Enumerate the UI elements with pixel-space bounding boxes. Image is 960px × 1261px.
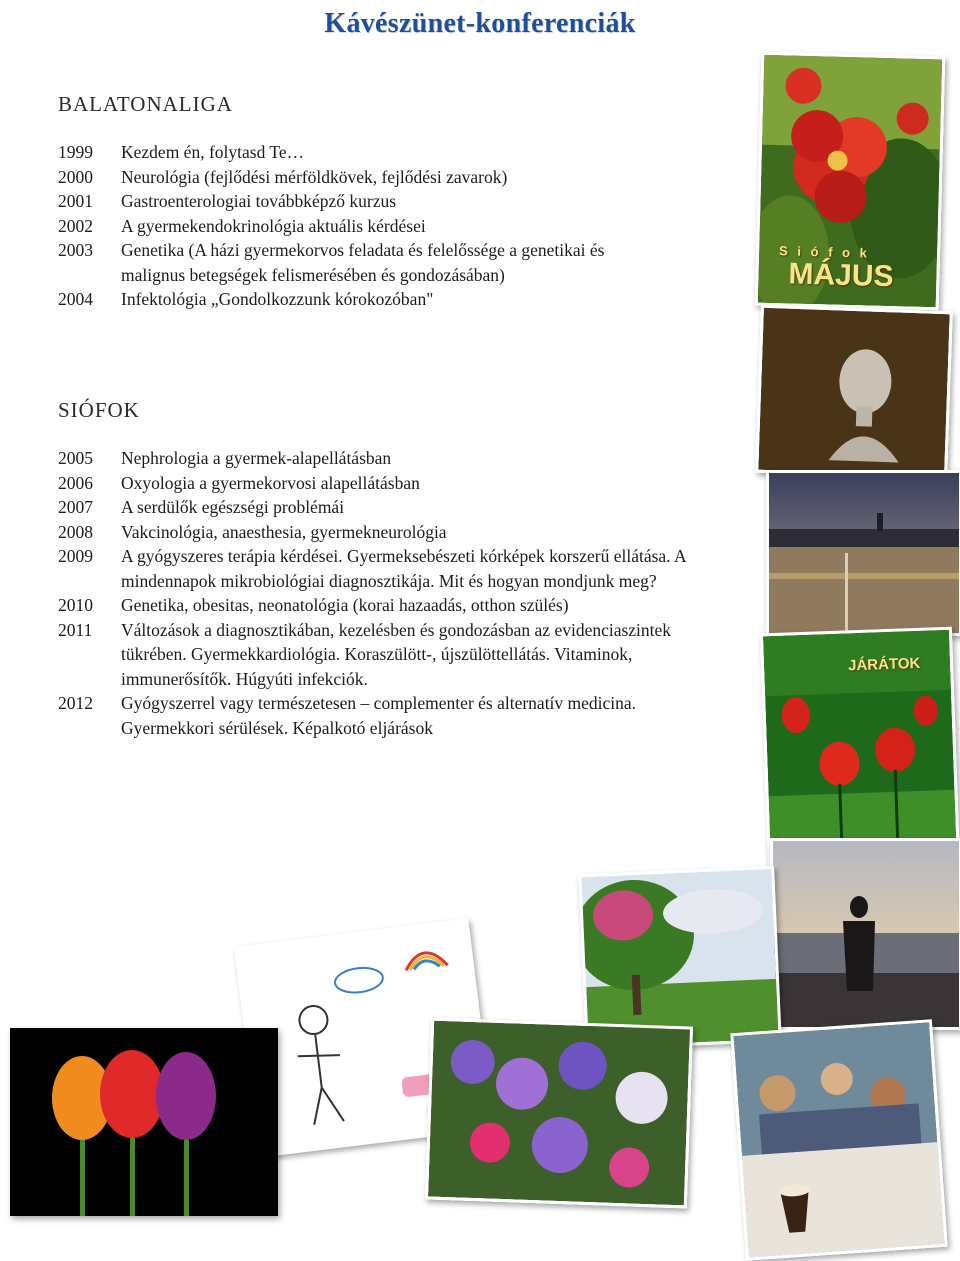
- lake-sunset-photo: [766, 470, 960, 636]
- lake-sunset-image: [769, 473, 959, 633]
- entry-2011: [58, 618, 723, 692]
- entry-year: 2011: [58, 619, 93, 640]
- statue-photo: [755, 305, 953, 480]
- entry-2002: [58, 214, 658, 239]
- entry-list-balatonaliga: [58, 140, 658, 312]
- entry-2001: [58, 189, 658, 214]
- silhouette-sunset-photo: [770, 838, 960, 1030]
- entry-2012: [58, 691, 723, 740]
- entry-2003: [58, 238, 658, 287]
- entry-text: Változások a diagnosztikában, kezelésben és gondozásban az evidenciaszintek tükrében. Gyermekkardiológia. Koraszülött-, újszülöttellátás. Vitaminok, immunerősítők. Húgyúti infekciók.: [121, 619, 672, 689]
- page-title: Kávészünet-konferenciák: [324, 8, 636, 39]
- entry-text: A gyógyszeres terápia kérdései. Gyermeksebészeti kórképek korszerű ellátása. A mindennapok mikrobiológiai diagnosztikája. Mit és hogyan mondjunk meg?: [121, 546, 686, 591]
- entry-2009: [58, 544, 723, 593]
- entry-text: A serdülők egészségi problémái: [121, 497, 345, 517]
- flower-poster-photo: [755, 52, 946, 311]
- entry-year: 2008: [58, 521, 93, 542]
- painting-coffee-photo: [730, 1019, 947, 1261]
- silhouette-image: [773, 841, 959, 1027]
- entry-text: Kezdem én, folytasd Te…: [121, 142, 305, 162]
- entry-year: 2001: [58, 191, 93, 211]
- entry-2010: [58, 593, 723, 618]
- flowers-image: [428, 1021, 690, 1206]
- entry-1999: [58, 140, 658, 165]
- entry-year: 2000: [58, 166, 93, 187]
- section-heading-siofok: SIÓFOK: [58, 398, 140, 422]
- entry-text: Genetika (A házi gyermekorvos feladata és felelőssége a genetikai és malignus betegségek felismerésében és gondozásában): [121, 240, 605, 285]
- entry-year: 2006: [58, 472, 93, 493]
- section-heading-balatonaliga: BALATONALIGA: [58, 92, 233, 116]
- flower-basket-photo: [425, 1017, 693, 1208]
- entry-2000: [58, 165, 658, 190]
- entry-text: Infektológia „Gondolkozzunk kórokozóban": [121, 289, 434, 309]
- entry-year: 2002: [58, 215, 93, 236]
- entry-list-siofok: [58, 446, 723, 740]
- entry-text: Nephrologia a gyermek-alapellátásban: [121, 448, 392, 468]
- poster-caption-main: MÁJUS: [788, 257, 894, 294]
- entry-text: Gyógyszerrel vagy természetesen – complementer és alternatív medicina. Gyermekkori sérülések. Képalkotó eljárások: [121, 693, 637, 738]
- entry-year: 2003: [58, 240, 93, 260]
- tulip-poster-photo: [760, 627, 960, 872]
- entry-year: 2012: [58, 693, 93, 713]
- tulips-black-photo: [10, 1028, 278, 1216]
- statue-image: [758, 308, 950, 476]
- entry-year: 1999: [58, 142, 93, 162]
- entry-text: Genetika, obesitas, neonatológia (korai hazaadás, otthon szülés): [121, 595, 569, 615]
- entry-year: 2009: [58, 546, 93, 566]
- entry-text: Vakcinológia, anaesthesia, gyermekneurológia: [121, 521, 447, 542]
- garden-image: [581, 869, 778, 1047]
- entry-text: Oxyologia a gyermekorvosi alapellátásban: [121, 472, 420, 493]
- garden-tree-photo: [578, 866, 781, 1050]
- painting-image: [733, 1022, 944, 1257]
- entry-text: Gastroenterologiai továbbképző kurzus: [121, 191, 397, 211]
- entry-text: A gyermekendokrinológia aktuális kérdései: [121, 215, 426, 236]
- entry-year: 2007: [58, 497, 93, 517]
- entry-2007: [58, 495, 723, 520]
- tulips-image: [10, 1028, 278, 1216]
- entry-2006: [58, 471, 723, 496]
- entry-2005: [58, 446, 723, 471]
- entry-text: Neurológia (fejlődési mérföldkövek, fejlődési zavarok): [121, 166, 508, 187]
- entry-year: 2010: [58, 595, 93, 615]
- tulip-poster-caption: JÁRÁTOK: [847, 654, 921, 675]
- poster-caption-top: S i ó f o k: [778, 243, 871, 261]
- entry-year: 2005: [58, 448, 93, 468]
- entry-year: 2004: [58, 289, 93, 309]
- entry-2004: [58, 287, 658, 312]
- entry-2008: [58, 520, 723, 545]
